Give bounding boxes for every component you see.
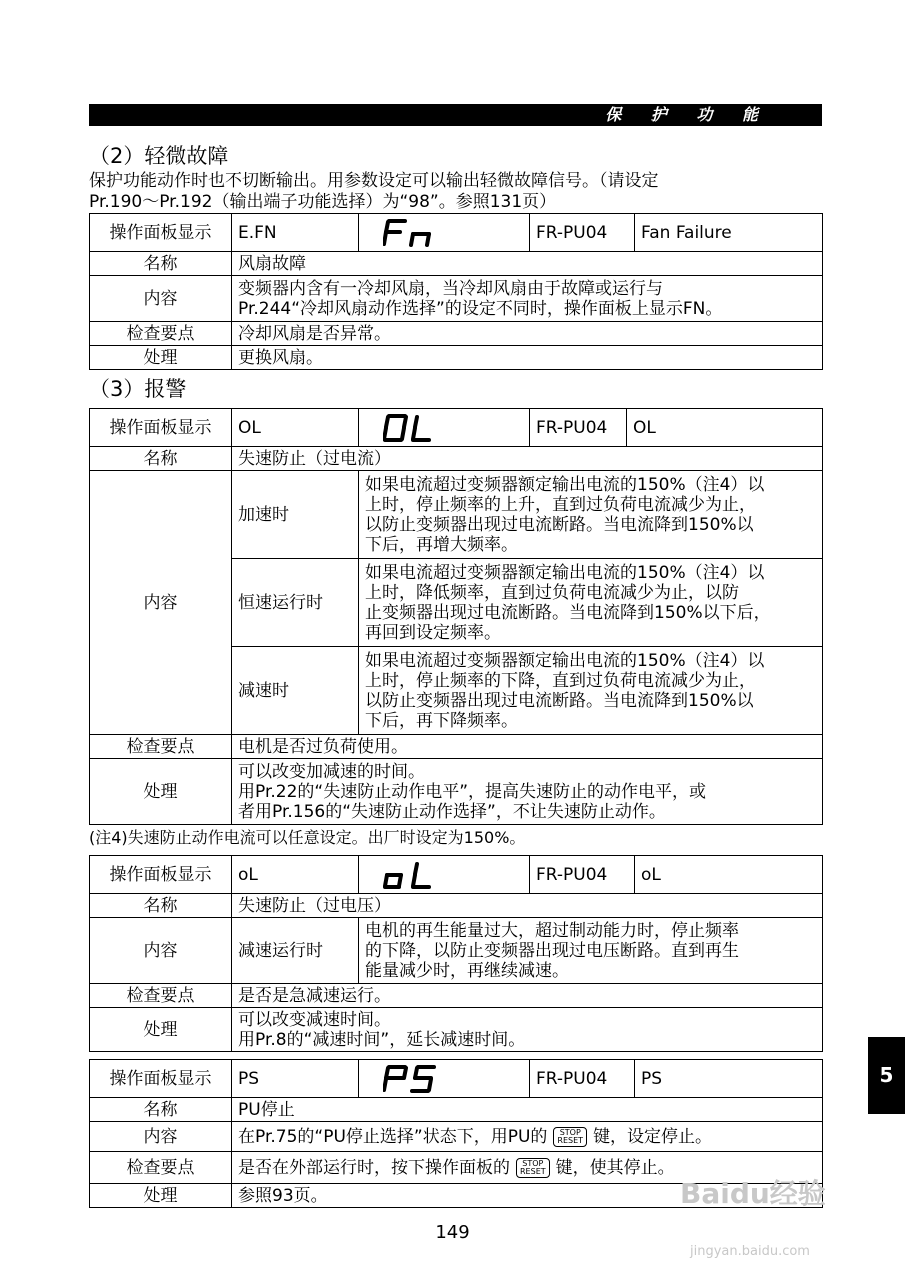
pu-label: FR-PU04 <box>530 1060 635 1098</box>
intro-line: Pr.190～Pr.192（输出端子功能选择）为“98”。参照131页） <box>89 192 557 212</box>
content-line: Pr.244“冷却风扇动作选择”的设定不同时，操作面板上显示FN。 <box>238 298 723 319</box>
header-title: 保 护 功 能 <box>605 105 770 124</box>
action-label: 处理 <box>90 346 232 370</box>
action-value <box>232 759 823 825</box>
decel-run-label: 减速运行时 <box>232 918 359 984</box>
check-value: 是否是急减速运行。 <box>232 984 823 1008</box>
text-line: 可以改变加减速的时间。 <box>238 761 425 782</box>
text-line: 上时，停止频率的下降，直到过负荷电流减少为止， <box>365 670 756 691</box>
key-top: STOP <box>522 1158 544 1168</box>
text-line: 如果电流超过变频器额定输出电流的150%（注4）以 <box>365 650 765 671</box>
name-value: 失速防止（过电流） <box>232 447 823 471</box>
content-value <box>232 1122 823 1152</box>
action-label: 处理 <box>90 759 232 825</box>
pu-label: FR-PU04 <box>530 856 635 894</box>
decel-label: 减速时 <box>232 647 359 735</box>
const-text <box>359 559 823 647</box>
text-line: 如果电流超过变频器额定输出电流的150%（注4）以 <box>365 562 765 583</box>
text-line: 者用Pr.156的“失速防止动作选择”，不让失速防止动作。 <box>238 801 666 822</box>
panel-label: 操作面板显示 <box>90 409 232 447</box>
check-label: 检查要点 <box>90 984 232 1008</box>
panel-label: 操作面板显示 <box>90 1060 232 1098</box>
check-label: 检查要点 <box>90 322 232 346</box>
decel-text <box>359 647 823 735</box>
section3-title: （3）报警 <box>89 377 187 401</box>
content-label: 内容 <box>90 276 232 322</box>
key-bottom: RESET <box>557 1135 584 1145</box>
fn-table <box>89 213 823 370</box>
check-value: 电机是否过负荷使用。 <box>232 735 823 759</box>
watermark-brand: Baidu经验 <box>680 1177 826 1210</box>
decel-run-text <box>359 918 823 984</box>
text-line: 以防止变频器出现过电流断路。当电流降到150%以 <box>365 514 754 535</box>
content-line: 变频器内含有一冷却风扇，当冷却风扇由于故障或运行与 <box>238 278 663 299</box>
text-line: 再回到设定频率。 <box>365 622 501 643</box>
seven-segment-ps-icon <box>359 1060 530 1098</box>
content-value <box>232 276 823 322</box>
page-number: 149 <box>435 1222 470 1243</box>
name-label: 名称 <box>90 894 232 918</box>
name-label: 名称 <box>90 1098 232 1122</box>
text-line: 用Pr.22的“失速防止动作电平”，提高失速防止的动作电平，或 <box>238 781 707 802</box>
intro-line: 保护功能动作时也不切断输出。用参数设定可以输出轻微故障信号。（请设定 <box>89 171 659 191</box>
text-line: 止变频器出现过电流断路。当电流降到150%以下后， <box>365 602 771 623</box>
text-line: 电机的再生能量过大，超过制动能力时，停止频率 <box>365 920 739 941</box>
name-value: 失速防止（过电压） <box>232 894 823 918</box>
name-label: 名称 <box>90 252 232 276</box>
ol-table <box>89 408 823 825</box>
text-line: 上时，降低频率，直到过负荷电流减少为止，以防 <box>365 582 739 603</box>
stop-reset-key-icon <box>553 1127 587 1147</box>
text-line: 下后，再下降频率。 <box>365 710 518 731</box>
text-line: 下后，再增大频率。 <box>365 534 518 555</box>
action-value <box>232 1008 823 1052</box>
seven-segment-ol-icon <box>359 409 530 447</box>
text-line: 如果电流超过变频器额定输出电流的150%（注4）以 <box>365 474 765 495</box>
content-post: 键，设定停止。 <box>593 1126 713 1147</box>
text-line: 用Pr.8的“减速时间”，延长减速时间。 <box>238 1029 526 1050</box>
content-label: 内容 <box>90 471 232 735</box>
watermark-url: jingyan.baidu.com <box>690 1244 810 1259</box>
name-value: 风扇故障 <box>232 252 823 276</box>
seven-segment-fn-icon <box>359 214 530 252</box>
key-top: STOP <box>559 1127 581 1137</box>
panel-label: 操作面板显示 <box>90 856 232 894</box>
action-label: 处理 <box>90 1008 232 1052</box>
note-4: (注4)失速防止动作电流可以任意设定。出厂时设定为150%。 <box>89 828 526 847</box>
action-value: 更换风扇。 <box>232 346 823 370</box>
action-value: 参照93页。 <box>232 1184 823 1208</box>
key-bottom: RESET <box>520 1166 546 1176</box>
pu-value: PS <box>635 1060 823 1098</box>
panel-code: PS <box>232 1060 359 1098</box>
section2-intro <box>89 171 829 213</box>
text-line: 可以改变减速时间。 <box>238 1009 391 1030</box>
check-pre: 是否在外部运行时，按下操作面板的 <box>238 1157 510 1178</box>
panel-code: E.FN <box>232 214 359 252</box>
check-label: 检查要点 <box>90 735 232 759</box>
text-line: 以防止变频器出现过电流断路。当电流降到150%以 <box>365 690 754 711</box>
pu-value: oL <box>635 856 823 894</box>
action-label: 处理 <box>90 1184 232 1208</box>
pu-label: FR-PU04 <box>530 214 635 252</box>
section2-title: （2）轻微故障 <box>89 144 229 168</box>
chapter-tab: 5 <box>868 1037 905 1114</box>
stop-reset-key-icon <box>516 1158 550 1178</box>
panel-label: 操作面板显示 <box>90 214 232 252</box>
seven-segment-ol-lower-icon <box>359 856 530 894</box>
const-label: 恒速运行时 <box>232 559 359 647</box>
check-post: 键，使其停止。 <box>555 1157 675 1178</box>
ov-table <box>89 855 823 1052</box>
text-line: 上时，停止频率的上升，直到过负荷电流减少为止， <box>365 494 756 515</box>
section-header-bar <box>89 104 822 126</box>
content-label: 内容 <box>90 918 232 984</box>
name-value: PU停止 <box>232 1098 823 1122</box>
pu-value: Fan Failure <box>635 214 823 252</box>
check-label: 检查要点 <box>90 1152 232 1184</box>
check-value: 冷却风扇是否异常。 <box>232 322 823 346</box>
text-line: 能量减少时，再继续减速。 <box>365 960 569 981</box>
accel-label: 加速时 <box>232 471 359 559</box>
pu-value: OL <box>627 409 823 447</box>
panel-code: oL <box>232 856 359 894</box>
text-line: 的下降，以防止变频器出现过电压断路。直到再生 <box>365 940 739 961</box>
content-pre: 在Pr.75的“PU停止选择”状态下，用PU的 <box>238 1126 548 1147</box>
accel-text <box>359 471 823 559</box>
content-label: 内容 <box>90 1122 232 1152</box>
panel-code: OL <box>232 409 359 447</box>
name-label: 名称 <box>90 447 232 471</box>
pu-label: FR-PU04 <box>530 409 627 447</box>
